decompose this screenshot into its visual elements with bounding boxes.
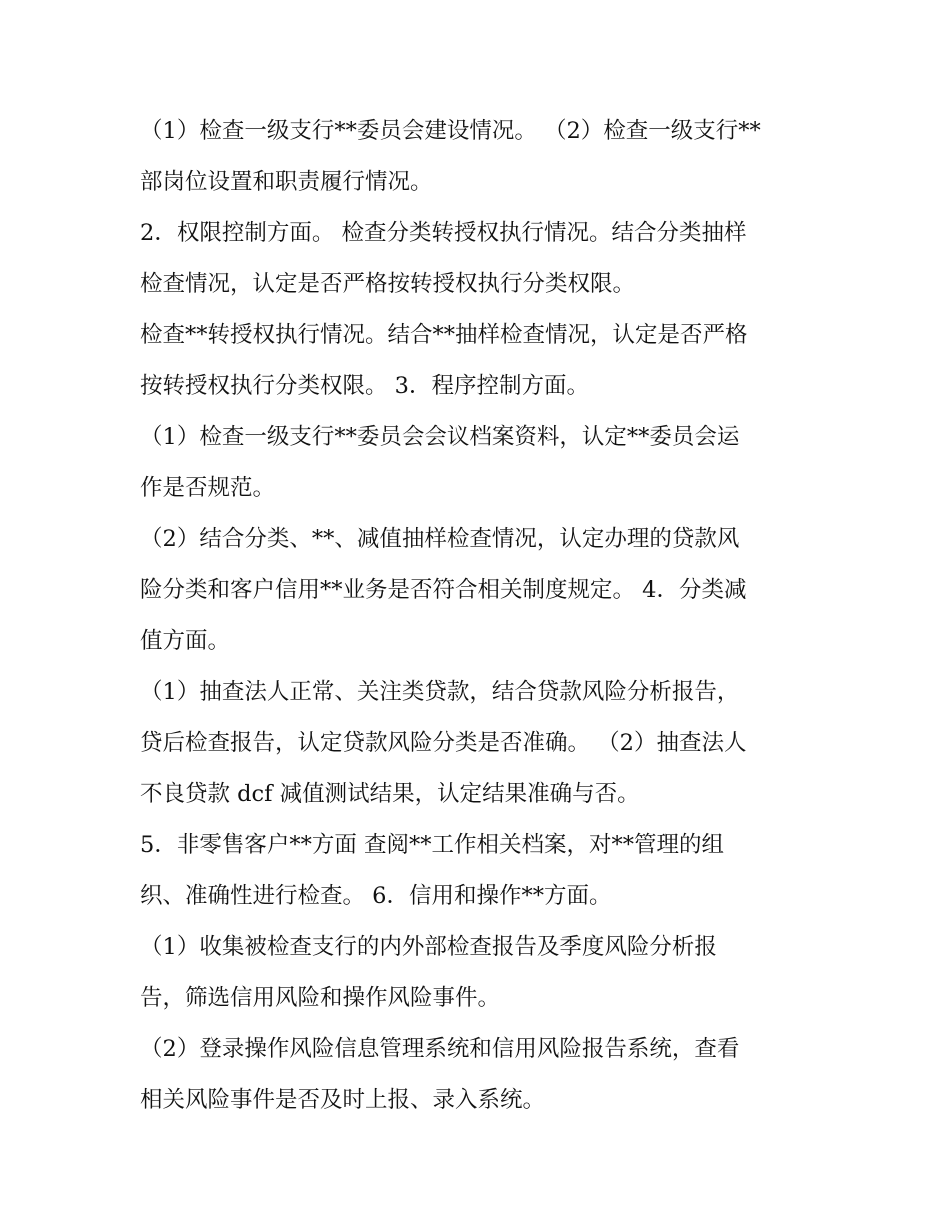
text-line-6: 按转授权执行分类权限。 3．程序控制方面。 — [140, 373, 589, 399]
text-line-13: 贷后检查报告，认定贷款风险分类是否准确。 （2）抽查法人 — [140, 730, 747, 756]
text-line-18: 告，筛选信用风险和操作风险事件。 — [140, 985, 501, 1011]
text-line-16: 织、准确性进行检查。 6．信用和操作**方面。 — [140, 883, 612, 909]
text-line-1: （1）检查一级支行**委员会建设情况。 （2）检查一级支行** — [140, 118, 761, 144]
text-line-7: （1）检查一级支行**委员会会议档案资料，认定**委员会运 — [140, 424, 740, 450]
text-line-2: 部岗位设置和职责履行情况。 — [140, 169, 433, 195]
text-line-12: （1）抽查法人正常、关注类贷款，结合贷款风险分析报告， — [140, 679, 740, 705]
text-line-15: 5．非零售客户**方面 查阅**工作相关档案，对**管理的组 — [140, 832, 724, 858]
text-line-17: （1）收集被检查支行的内外部检查报告及季度风险分析报 — [140, 934, 717, 960]
text-line-5: 检查**转授权执行情况。结合**抽样检查情况，认定是否严格 — [140, 322, 748, 348]
text-line-14: 不良贷款 dcf 减值测试结果，认定结果准确与否。 — [140, 781, 640, 807]
text-line-10: 险分类和客户信用**业务是否符合相关制度规定。 4．分类减 — [140, 577, 747, 603]
text-line-3: 2．权限控制方面。 检查分类转授权执行情况。结合分类抽样 — [140, 220, 747, 246]
text-line-9: （2）结合分类、**、减值抽样检查情况，认定办理的贷款风 — [140, 526, 740, 552]
text-line-20: 相关风险事件是否及时上报、录入系统。 — [140, 1087, 546, 1113]
text-line-19: （2）登录操作风险信息管理系统和信用风险报告系统，查看 — [140, 1036, 740, 1062]
text-line-4: 检查情况，认定是否严格按转授权执行分类权限。 — [140, 271, 636, 297]
document-body — [140, 106, 820, 1126]
text-line-11: 值方面。 — [140, 628, 231, 654]
text-line-8: 作是否规范。 — [140, 475, 276, 501]
